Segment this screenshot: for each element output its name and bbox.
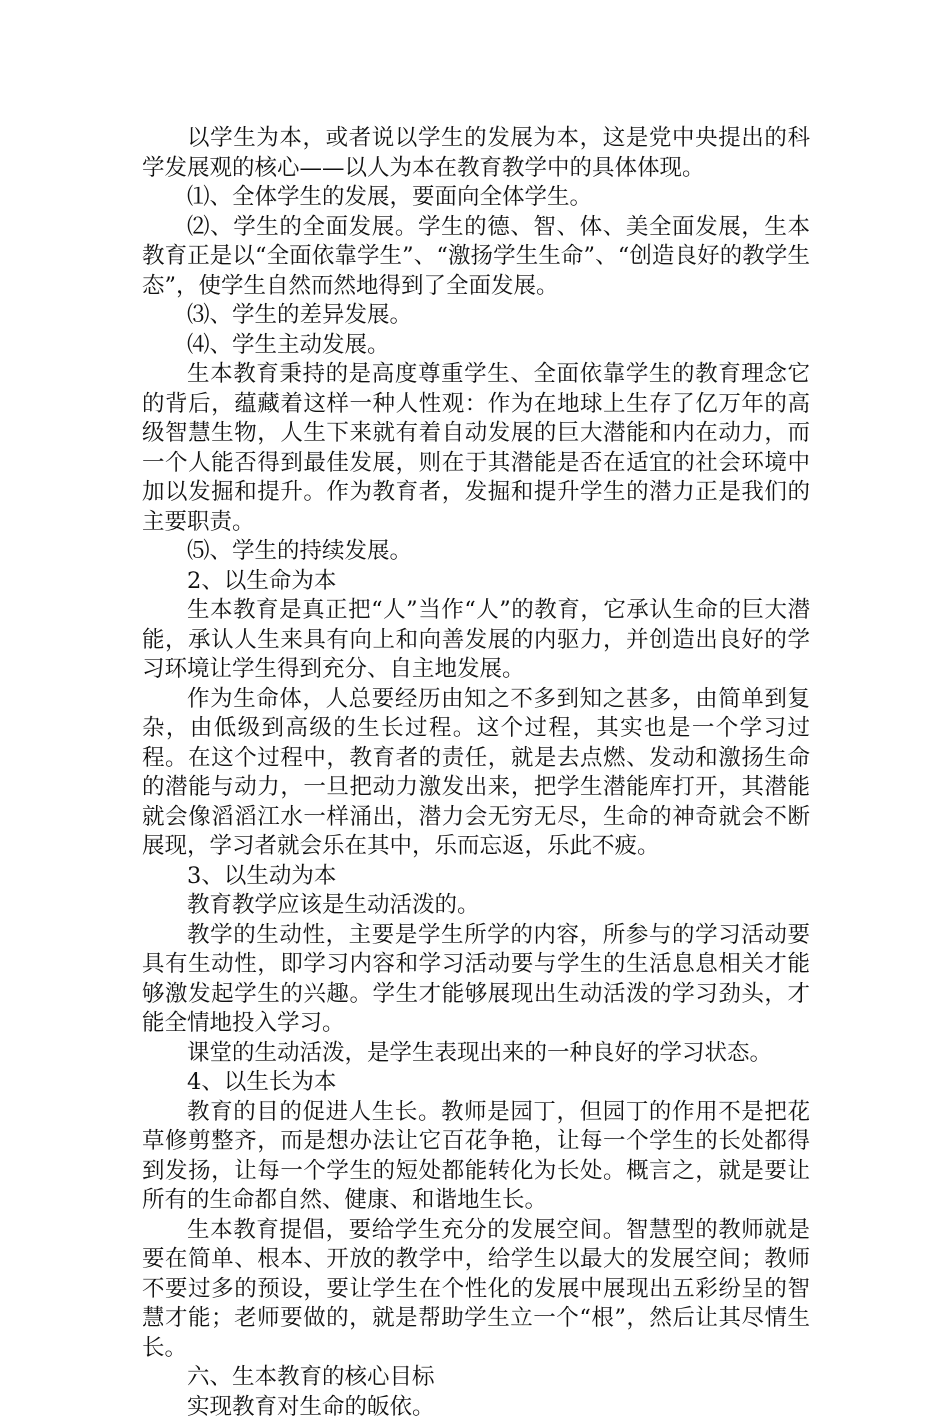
list-item: ⑷、学生主动发展。 bbox=[142, 331, 810, 361]
list-item: ⑴、全体学生的发展，要面向全体学生。 bbox=[142, 183, 810, 213]
paragraph: 生本教育是真正把“人”当作“人”的教育，它承认生命的巨大潜能，承认人生来具有向上和向善发展的内驱力，并创造出良好的学习环境让学生得到充分、自主地发展。 bbox=[142, 596, 810, 685]
paragraph: 作为生命体，人总要经历由知之不多到知之甚多，由简单到复杂，由低级到高级的生长过程。这个过程，其实也是一个学习过程。在这个过程中，教育者的责任，就是去点燃、发动和激扬生命的潜能与动力，一旦把动力激发出来，把学生潜能库打开，其潜能就会像滔滔江水一样涌出，潜力会无穷无尽，生命的神奇就会不断展现，学习者就会乐在其中，乐而忘返，乐此不疲。 bbox=[142, 685, 810, 862]
paragraph: 教育教学应该是生动活泼的。 bbox=[142, 891, 810, 921]
document-body bbox=[142, 124, 810, 1422]
section-heading: 六、生本教育的核心目标 bbox=[142, 1363, 810, 1393]
list-item: ⑵、学生的全面发展。学生的德、智、体、美全面发展，生本教育正是以“全面依靠学生”、“激扬学生生命”、“创造良好的教学生态”，使学生自然而然地得到了全面发展。 bbox=[142, 213, 810, 302]
section-heading: 4、以生长为本 bbox=[142, 1068, 810, 1098]
list-item: ⑸、学生的持续发展。 bbox=[142, 537, 810, 567]
paragraph: 教育的目的促进人生长。教师是园丁，但园丁的作用不是把花草修剪整齐，而是想办法让它百花争艳，让每一个学生的长处都得到发扬，让每一个学生的短处都能转化为长处。概言之，就是要让所有的生命都自然、健康、和谐地生长。 bbox=[142, 1098, 810, 1216]
paragraph: 实现教育对生命的皈依。 bbox=[142, 1393, 810, 1422]
paragraph: 以学生为本，或者说以学生的发展为本，这是党中央提出的科学发展观的核心——以人为本在教育教学中的具体体现。 bbox=[142, 124, 810, 183]
section-heading: 2、以生命为本 bbox=[142, 567, 810, 597]
paragraph: 生本教育秉持的是高度尊重学生、全面依靠学生的教育理念它的背后，蕴藏着这样一种人性观：作为在地球上生存了亿万年的高级智慧生物，人生下来就有着自动发展的巨大潜能和内在动力，而一个人能否得到最佳发展，则在于其潜能是否在适宜的社会环境中加以发掘和提升。作为教育者，发掘和提升学生的潜力正是我们的主要职责。 bbox=[142, 360, 810, 537]
list-item: ⑶、学生的差异发展。 bbox=[142, 301, 810, 331]
paragraph: 生本教育提倡，要给学生充分的发展空间。智慧型的教师就是要在简单、根本、开放的教学中，给学生以最大的发展空间；教师不要过多的预设，要让学生在个性化的发展中展现出五彩纷呈的智慧才能；老师要做的，就是帮助学生立一个“根”，然后让其尽情生长。 bbox=[142, 1216, 810, 1364]
paragraph: 课堂的生动活泼，是学生表现出来的一种良好的学习状态。 bbox=[142, 1039, 810, 1069]
section-heading: 3、以生动为本 bbox=[142, 862, 810, 892]
paragraph: 教学的生动性，主要是学生所学的内容，所参与的学习活动要具有生动性，即学习内容和学习活动要与学生的生活息息相关才能够激发起学生的兴趣。学生才能够展现出生动活泼的学习劲头，才能全情地投入学习。 bbox=[142, 921, 810, 1039]
